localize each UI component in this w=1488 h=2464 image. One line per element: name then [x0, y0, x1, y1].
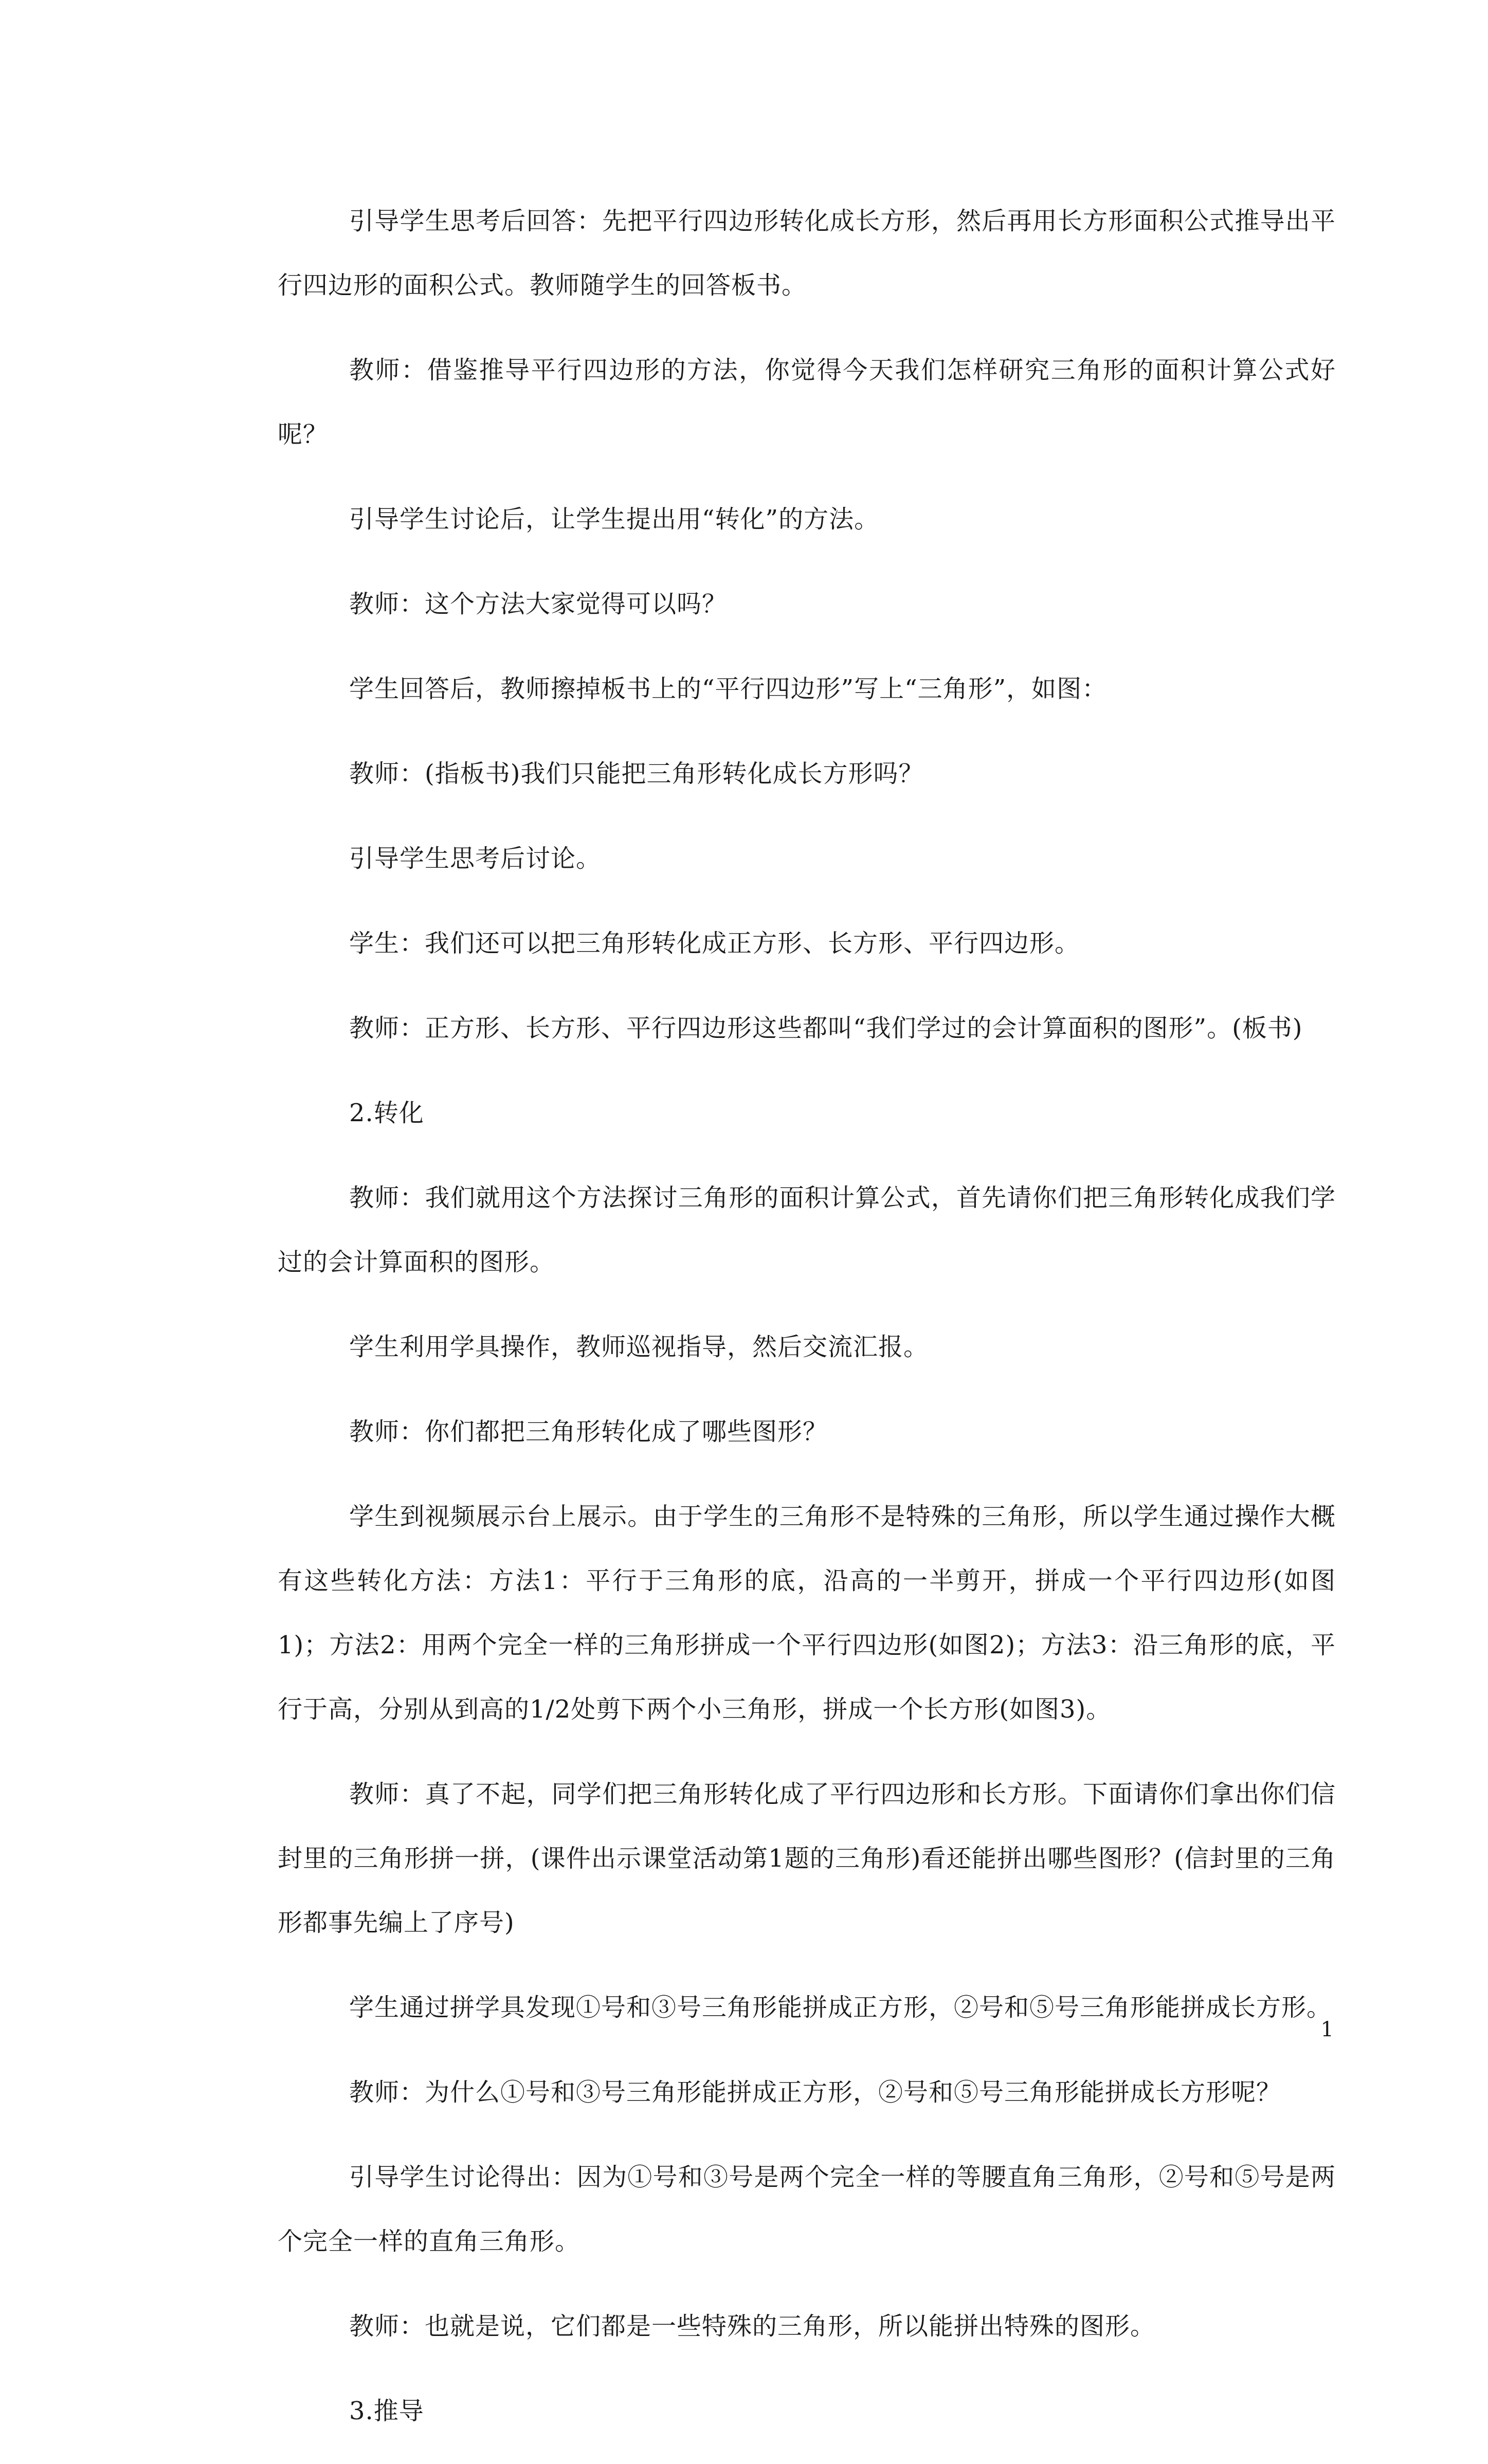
- paragraph: 教师：(指板书)我们只能把三角形转化成长方形吗？: [349, 759, 924, 788]
- paragraph: 引导学生思考后回答：先把平行四边形转化成长方形，然后再用长方形面积公式推导出平行四边形的面积公式。教师随学生的回答板书。: [278, 207, 1336, 300]
- paragraph: 引导学生讨论得出：因为①号和③号是两个完全一样的等腰直角三角形，②号和⑤号是两个完全一样的直角三角形。: [278, 2163, 1336, 2256]
- paragraph: 学生通过拼学具发现①号和③号三角形能拼成正方形，②号和⑤号三角形能拼成长方形。: [349, 1993, 1332, 2022]
- paragraph: 教师：你们都把三角形转化成了哪些图形？: [349, 1417, 828, 1446]
- document-body: [278, 189, 1336, 2464]
- paragraph: 引导学生思考后讨论。: [349, 844, 602, 873]
- paragraph: 学生利用学具操作，教师巡视指导，然后交流汇报。: [349, 1333, 929, 1361]
- page-number: 1: [1320, 2018, 1334, 2041]
- paragraph: 学生回答后，教师擦掉板书上的“平行四边形”写上“三角形”，如图：: [349, 674, 1108, 703]
- paragraph: 教师：为什么①号和③号三角形能拼成正方形，②号和⑤号三角形能拼成长方形呢？: [349, 2078, 1282, 2107]
- paragraph: 教师：借鉴推导平行四边形的方法，你觉得今天我们怎样研究三角形的面积计算公式好呢？: [278, 356, 1336, 449]
- paragraph: 教师：正方形、长方形、平行四边形这些都叫“我们学过的会计算面积的图形”。(板书): [349, 1014, 1303, 1043]
- paragraph: 教师：也就是说，它们都是一些特殊的三角形，所以能拼出特殊的图形。: [349, 2312, 1156, 2341]
- paragraph: 学生：我们还可以把三角形转化成正方形、长方形、平行四边形。: [349, 929, 1080, 958]
- paragraph: 教师：真了不起，同学们把三角形转化成了平行四边形和长方形。下面请你们拿出你们信封里的三角形拼一拼，(课件出示课堂活动第1题的三角形)看还能拼出哪些图形？(信封里的三角形都事先编上了序号): [278, 1780, 1336, 1937]
- section-heading-transform: 2.转化: [349, 1099, 424, 1127]
- paragraph: 教师：我们就用这个方法探讨三角形的面积计算公式，首先请你们把三角形转化成我们学过的会计算面积的图形。: [278, 1183, 1336, 1276]
- paragraph: 学生到视频展示台上展示。由于学生的三角形不是特殊的三角形，所以学生通过操作大概有这些转化方法：方法1：平行于三角形的底，沿高的一半剪开，拼成一个平行四边形(如图1)；方法2：用两个完全一样的三角形拼成一个平行四边形(如图2)；方法3：沿三角形的底，平行于高，分别从到高的1/2处剪下两个小三角形，拼成一个长方形(如图3)。: [278, 1502, 1336, 1724]
- section-heading-derive: 3.推导: [349, 2397, 424, 2425]
- paragraph: 引导学生讨论后，让学生提出用“转化”的方法。: [349, 505, 880, 534]
- paragraph: 教师：这个方法大家觉得可以吗？: [349, 590, 728, 618]
